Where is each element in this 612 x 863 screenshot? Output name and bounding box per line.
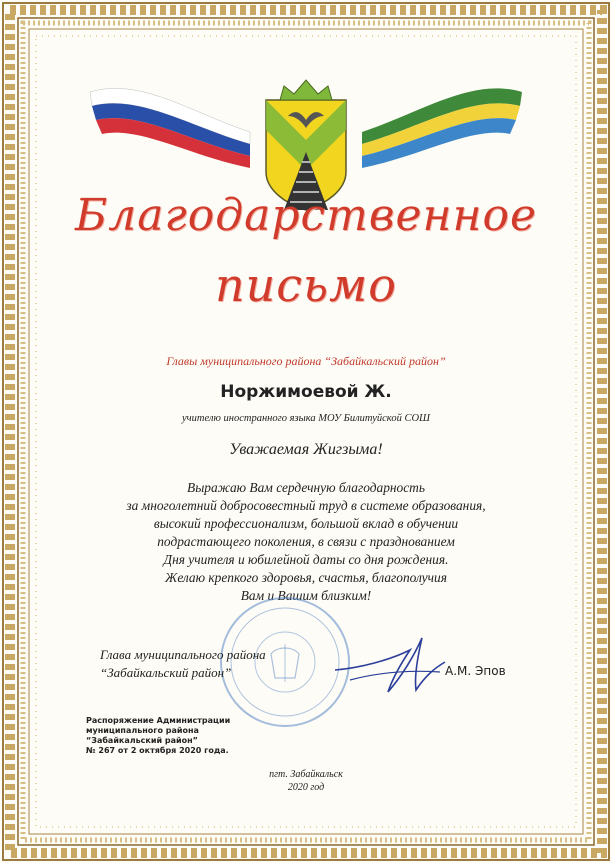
- order-line-4: № 267 от 2 октября 2020 года.: [86, 746, 229, 755]
- issuer-subtitle: Главы муниципального района “Забайкальский район”: [166, 354, 446, 368]
- body-line: высокий профессионализм, большой вклад в обучении: [153, 516, 459, 531]
- body-line: подрастающего поколения, в связи с празднованием: [157, 534, 455, 549]
- signatory-title-line-1: Глава муниципального района: [100, 647, 266, 662]
- greeting: Уважаемая Жигзыма!: [229, 441, 383, 458]
- handwritten-signature: [330, 630, 450, 700]
- title-line-2: письмо: [215, 258, 397, 312]
- order-reference: [86, 716, 230, 756]
- recipient-name: Норжимоевой Ж.: [220, 382, 392, 402]
- place-and-year: [200, 768, 412, 794]
- signatory-title: [100, 646, 266, 682]
- order-line-1: Распоряжение Администрации: [86, 716, 231, 725]
- order-line-2: муниципального района: [86, 726, 199, 735]
- order-line-3: “Забайкальский район”: [86, 736, 198, 745]
- year: 2020 год: [287, 782, 325, 793]
- letter-body: [90, 479, 522, 605]
- place: пгт. Забайкальск: [269, 769, 343, 780]
- body-line: Желаю крепкого здоровья, счастья, благополучия: [165, 570, 447, 585]
- document-title: [60, 180, 552, 340]
- body-line: Дня учителя и юбилейной даты со дня рождения.: [163, 552, 449, 567]
- body-line: Выражаю Вам сердечную благодарность: [187, 480, 425, 495]
- body-line: Вам и Вашим близким!: [240, 588, 372, 603]
- signatory-title-line-2: “Забайкальский район”: [100, 665, 232, 680]
- signatory-name: А.М. Эпов: [445, 664, 506, 678]
- recipient-position: учителю иностранного языка МОУ Билитуйской СОШ: [182, 413, 430, 424]
- body-line: за многолетний добросовестный труд в системе образования,: [126, 498, 486, 513]
- title-line-1: Благодарственное: [74, 190, 538, 241]
